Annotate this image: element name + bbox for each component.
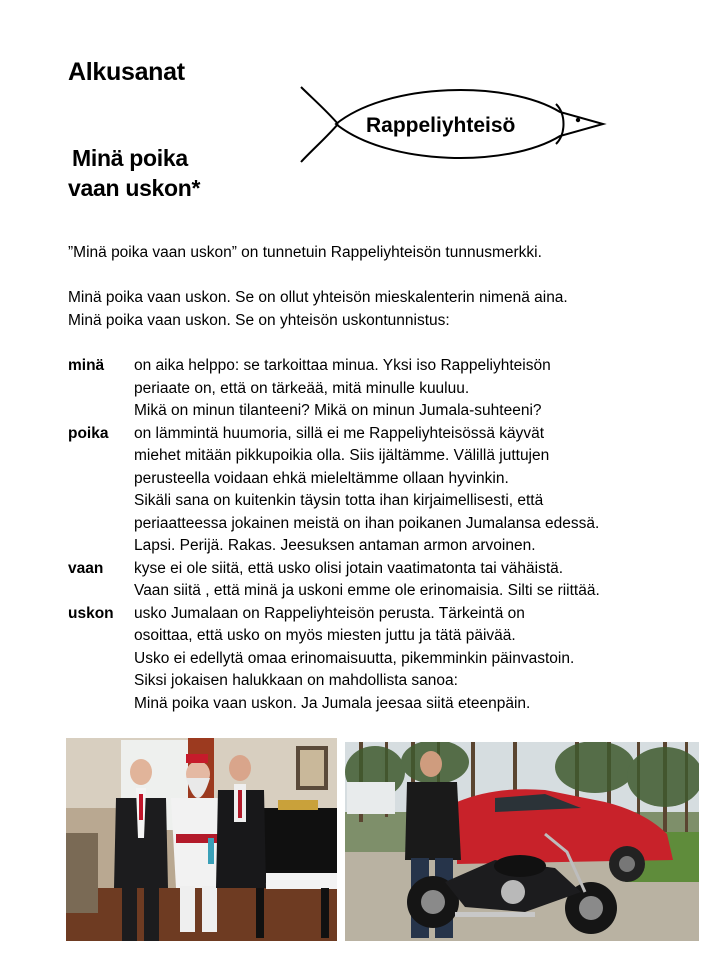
- subtitle-line-2: vaan uskon*: [68, 175, 201, 201]
- definition-line: periaatteessa jokainen meistä on ihan poikanen Jumalansa edessä.: [134, 514, 600, 532]
- definition-line: osoittaa, että usko on myös miesten juttu ja tätä päivää.: [134, 627, 516, 644]
- definition-text: [134, 558, 688, 603]
- definition-line: on lämmintä huumoria, sillä ei me Rappeliyhteisössä käyvät: [134, 424, 545, 442]
- definition-line: Lapsi. Perijä. Rakas. Jeesuksen antaman armon arvoinen.: [134, 537, 536, 554]
- photo-men-by-piano: [66, 738, 337, 941]
- definition-text: [134, 423, 688, 558]
- definition-line: perusteella voidaan ehkä mieleltämme ollaan hyvinkin.: [134, 469, 509, 487]
- definition-term: vaan: [68, 559, 104, 577]
- intro-line: Minä poika vaan uskon. Se on yhteisön uskontunnistus:: [68, 311, 450, 329]
- definition-vaan: [68, 558, 688, 603]
- definition-mina: [68, 355, 688, 423]
- definition-line: periaate on, että on tärkeää, mitä minulle kuuluu.: [134, 379, 470, 397]
- definition-line: Usko ei edellytä omaa erinomaisuutta, pikemminkin päinvastoin.: [134, 649, 575, 667]
- definition-line: on aika helppo: se tarkoittaa minua. Yksi iso Rappeliyhteisön: [134, 357, 551, 374]
- logo-text: Rappeliyhteisö: [366, 114, 516, 137]
- definition-text: [134, 355, 688, 423]
- definition-line: Sikäli sana on kuitenkin täysin totta ihan kirjaimellisesti, että: [134, 492, 544, 509]
- definition-line: usko Jumalaan on Rappeliyhteisön perusta. Tärkeintä on: [134, 604, 525, 622]
- intro-line: Minä poika vaan uskon. Se on ollut yhteisön mieskalenterin nimenä aina.: [68, 289, 568, 306]
- definition-term: poika: [68, 424, 109, 442]
- intro-line: ”Minä poika vaan uskon” on tunnetuin Rappeliyhteisön tunnusmerkki.: [68, 244, 542, 261]
- definition-term: minä: [68, 357, 105, 374]
- subtitle: [68, 143, 200, 203]
- definition-uskon: [68, 603, 688, 716]
- definition-line: Mikä on minun tilanteeni? Mikä on minun Jumala-suhteeni?: [134, 402, 542, 419]
- intro-text: [68, 242, 568, 332]
- definition-line: kyse ei ole siitä, että usko olisi jotain vaatimatonta tai vähäistä.: [134, 559, 564, 577]
- definition-line: miehet mitään pikkupoikia olla. Siis ijältämme. Välillä juttujen: [134, 447, 550, 464]
- fish-logo: [298, 82, 608, 166]
- definition-poika: [68, 423, 688, 558]
- definition-list: [68, 355, 688, 715]
- photo-motorcycle: [345, 742, 699, 941]
- definition-line: Vaan siitä , että minä ja uskoni emme ole erinomaisia. Silti se riittää.: [134, 582, 600, 599]
- definition-text: [134, 603, 688, 716]
- definition-line: Minä poika vaan uskon. Ja Jumala jeesaa siitä eteenpäin.: [134, 694, 531, 712]
- definition-term: uskon: [68, 604, 114, 622]
- definition-line: Siksi jokaisen halukkaan on mahdollista sanoa:: [134, 672, 458, 689]
- page-title: Alkusanat: [68, 58, 185, 86]
- subtitle-line-1: Minä poika: [72, 145, 188, 171]
